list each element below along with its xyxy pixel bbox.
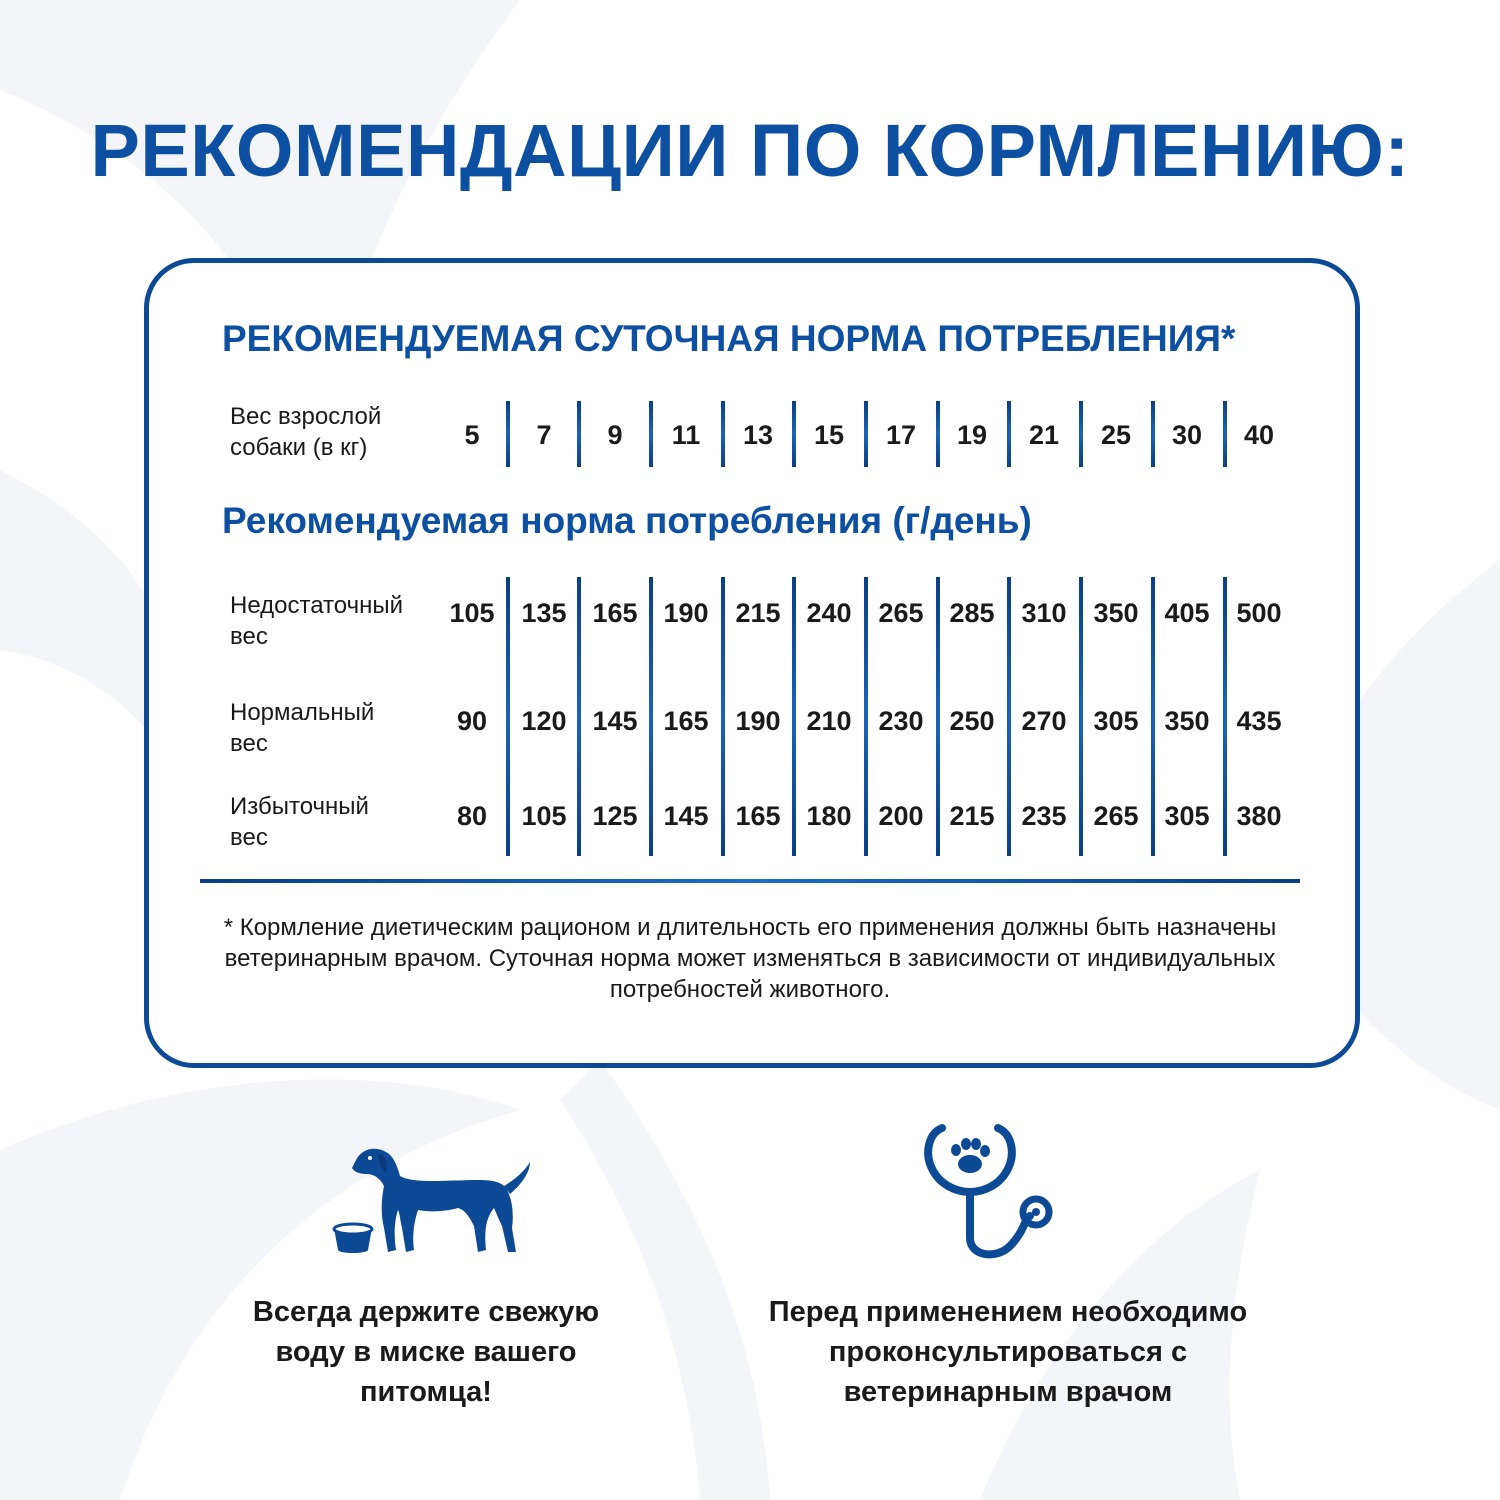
intake-cell: 145 [592,706,638,736]
normal-weight-label: Нормальный вес [230,699,375,757]
intake-column-divider [864,577,868,856]
intake-cell: 270 [1021,706,1067,736]
intake-cell: 380 [1236,801,1282,831]
weight-column-divider [1007,401,1011,467]
intake-cell: 285 [949,598,995,628]
dog-with-bowl-icon [328,1140,533,1260]
weight-column-divider [936,401,940,467]
intake-cell: 310 [1021,598,1067,628]
intake-cell: 405 [1164,598,1210,628]
intake-cell: 105 [521,801,567,831]
weight-row-label: Вес взрослой собаки (в кг) [230,403,382,461]
intake-column-divider [649,577,653,856]
intake-column-divider [1223,577,1227,856]
weight-column-divider [506,401,510,467]
intake-cell: 80 [456,801,488,831]
intake-cell: 90 [456,706,488,736]
card-title: РЕКОМЕНДУЕМАЯ СУТОЧНАЯ НОРМА ПОТРЕБЛЕНИЯ* [222,318,1236,359]
intake-column-divider [577,577,581,856]
intake-column-divider [1007,577,1011,856]
intake-cell: 210 [806,706,852,736]
intake-column-divider [506,577,510,856]
weight-cell: 40 [1243,420,1275,450]
intake-cell: 230 [878,706,924,736]
intake-cell: 190 [663,598,709,628]
intake-cell: 265 [878,598,924,628]
weight-column-divider [721,401,725,467]
intake-cell: 435 [1236,706,1282,736]
intake-cell: 200 [878,801,924,831]
weight-cell: 5 [464,420,480,450]
intake-cell: 105 [449,598,495,628]
intake-column-divider [1151,577,1155,856]
weight-cell: 13 [742,420,774,450]
intake-cell: 305 [1093,706,1139,736]
intake-cell: 215 [949,801,995,831]
weight-column-divider [1151,401,1155,467]
stethoscope-paw-icon [920,1120,1060,1270]
intake-cell: 500 [1236,598,1282,628]
underweight-label: Недостаточный вес [230,592,404,650]
intake-column-divider [721,577,725,856]
intake-cell: 135 [521,598,567,628]
intake-cell: 215 [735,598,781,628]
weight-cell: 15 [813,420,845,450]
intake-cell: 190 [735,706,781,736]
weight-cell: 30 [1171,420,1203,450]
intake-cell: 250 [949,706,995,736]
weight-column-divider [864,401,868,467]
intake-cell: 165 [592,598,638,628]
weight-column-divider [792,401,796,467]
intake-cell: 350 [1093,598,1139,628]
intake-cell: 165 [735,801,781,831]
vet-tip-text: Перед применением необходимо проконсультироваться с ветеринарным врачом [768,1296,1248,1408]
weight-cell: 7 [536,420,552,450]
intake-cell: 350 [1164,706,1210,736]
footnote: * Кормление диетическим рационом и длительность его применения должны быть назначены ветеринарным врачом. Суточная норма может изменяться в зависимости от индивидуальных потребностей животного. [223,914,1277,1003]
table-divider [200,879,1300,883]
page-title: РЕКОМЕНДАЦИИ ПО КОРМЛЕНИЮ: [90,109,1410,192]
weight-cell: 17 [885,420,917,450]
intake-column-divider [792,577,796,856]
intake-column-divider [1079,577,1083,856]
intake-cell: 180 [806,801,852,831]
intake-cell: 305 [1164,801,1210,831]
water-tip-text: Всегда держите свежую воду в миске вашего питомца! [252,1296,600,1408]
weight-column-divider [1223,401,1227,467]
weight-cell: 9 [607,420,623,450]
intake-cell: 120 [521,706,567,736]
overweight-label: Избыточный вес [230,793,369,851]
weight-cell: 11 [671,420,701,450]
weight-cell: 21 [1028,420,1060,450]
intake-cell: 265 [1093,801,1139,831]
intake-cell: 235 [1021,801,1067,831]
intake-cell: 240 [806,598,852,628]
weight-cell: 19 [956,420,988,450]
weight-cell: 25 [1100,420,1132,450]
intake-cell: 125 [592,801,638,831]
intake-cell: 165 [663,706,709,736]
weight-column-divider [577,401,581,467]
intake-subtitle: Рекомендуемая норма потребления (г/день) [222,500,1032,541]
weight-column-divider [649,401,653,467]
intake-cell: 145 [663,801,709,831]
intake-column-divider [936,577,940,856]
weight-column-divider [1079,401,1083,467]
